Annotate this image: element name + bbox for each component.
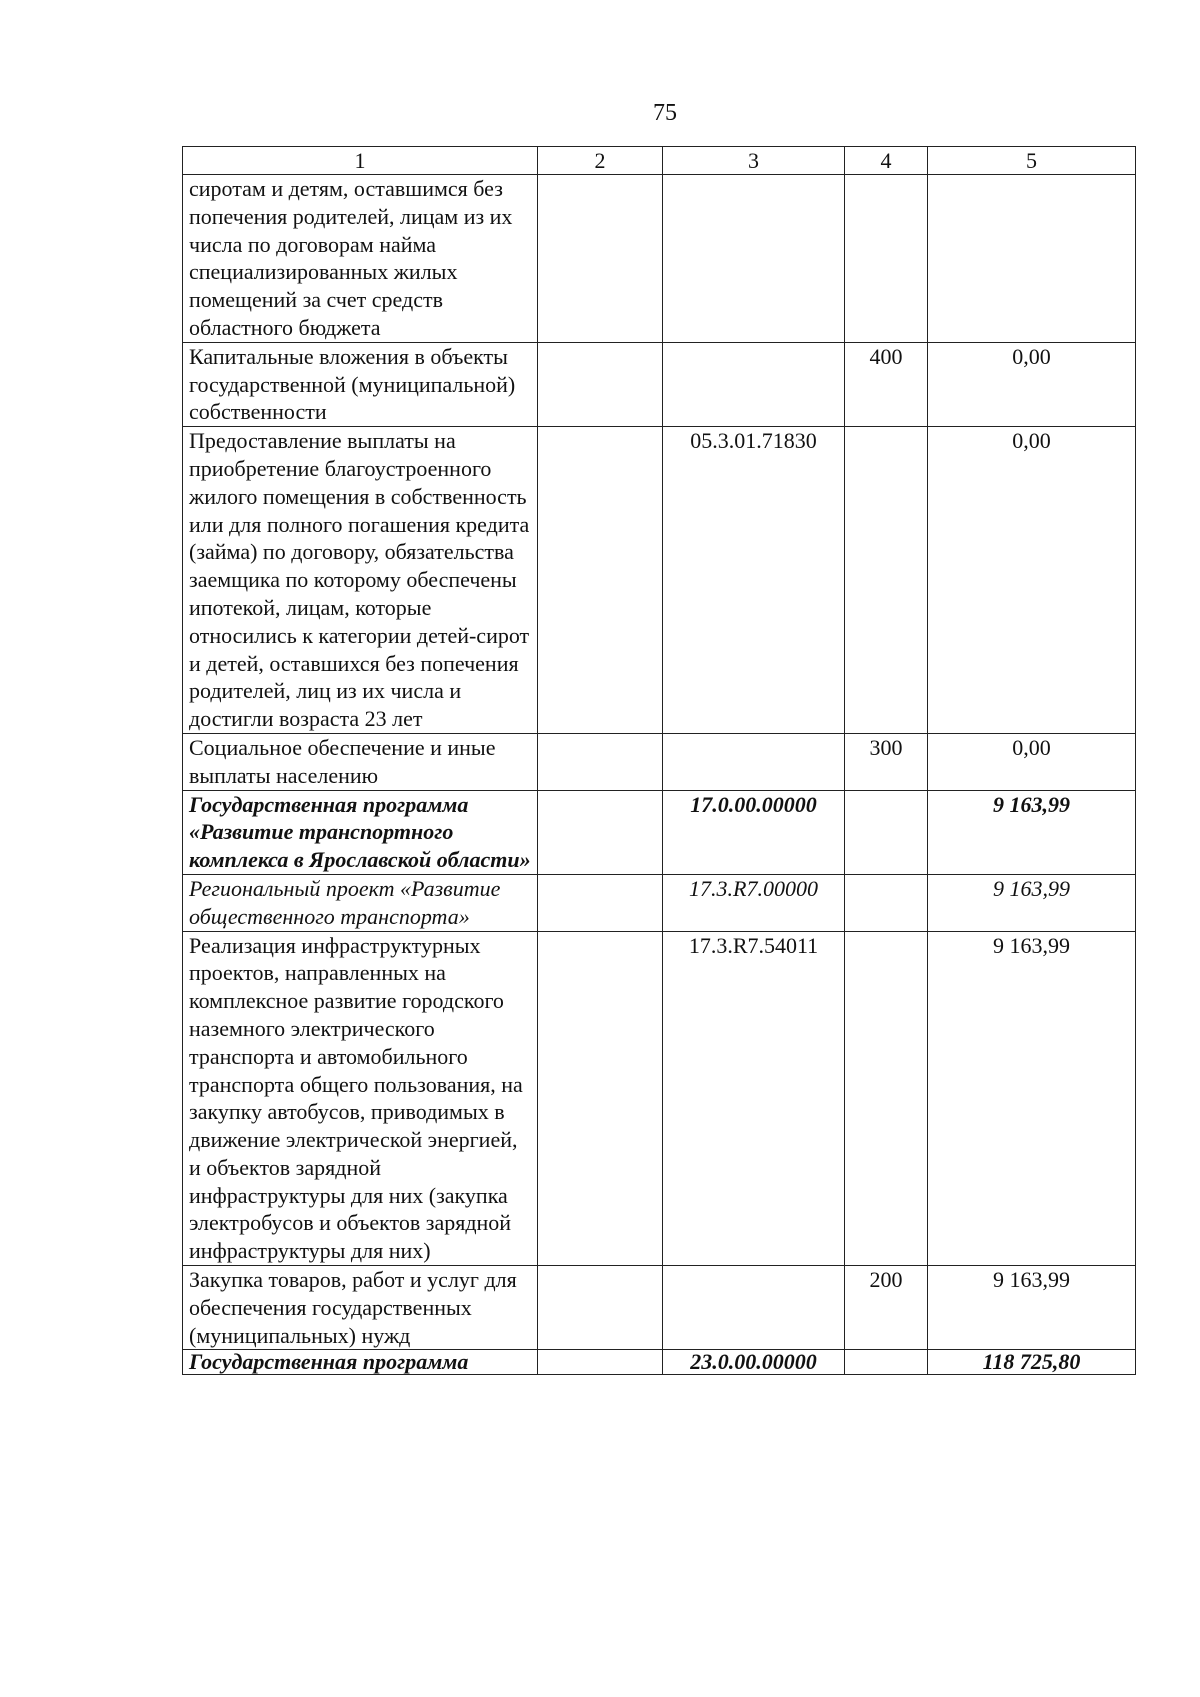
row-col2 <box>538 931 663 1266</box>
row-col2 <box>538 175 663 343</box>
row-name: Реализация инфраструктурных проектов, направленных на комплексное развитие городского наземного электрического транспорта и автомобильного транспорта общего пользования, на закупку автобусов, приводимых в движение электрической энергией, и объектов зарядной инфраструктуры для них (закупка электробусов и объектов зарядной инфраструктуры для них) <box>183 931 538 1266</box>
row-name: сиротам и детям, оставшимся без попечения родителей, лицам из их числа по договорам найма специализированных жилых помещений за счет средств областного бюджета <box>183 175 538 343</box>
row-name: Предоставление выплаты на приобретение благоустроенного жилого помещения в собственность или для полного погашения кредита (займа) по договору, обязательства заемщика по которому обеспечены ипотекой, лицам, которые относились к категории детей-сирот и детей, оставшихся без попечения родителей, лиц из их числа и достигли возраста 23 лет <box>183 427 538 734</box>
header-col-5: 5 <box>928 147 1136 175</box>
row-code <box>663 1266 845 1350</box>
table-row-program <box>183 790 1136 874</box>
header-col-3: 3 <box>663 147 845 175</box>
table-row <box>183 342 1136 426</box>
row-code <box>663 175 845 343</box>
row-col2 <box>538 427 663 734</box>
row-col2 <box>538 342 663 426</box>
row-kvr: 300 <box>845 733 928 790</box>
row-name: Капитальные вложения в объекты государственной (муниципальной) собственности <box>183 342 538 426</box>
row-sum <box>928 175 1136 343</box>
row-code: 05.3.01.71830 <box>663 427 845 734</box>
row-kvr: 400 <box>845 342 928 426</box>
row-kvr <box>845 427 928 734</box>
row-code: 17.3.R7.54011 <box>663 931 845 1266</box>
row-col2 <box>538 790 663 874</box>
row-kvr: 200 <box>845 1266 928 1350</box>
header-col-1: 1 <box>183 147 538 175</box>
table-row <box>183 733 1136 790</box>
row-code: 17.0.00.00000 <box>663 790 845 874</box>
row-name: Государственная программа <box>183 1350 538 1375</box>
row-name: Региональный проект «Развитие общественного транспорта» <box>183 874 538 931</box>
table-row <box>183 427 1136 734</box>
row-sum: 9 163,99 <box>928 790 1136 874</box>
table-row <box>183 175 1136 343</box>
row-kvr <box>845 790 928 874</box>
row-col2 <box>538 733 663 790</box>
table-row <box>183 931 1136 1266</box>
row-sum: 9 163,99 <box>928 874 1136 931</box>
row-col2 <box>538 1350 663 1375</box>
table-row-program <box>183 1350 1136 1375</box>
row-sum: 0,00 <box>928 342 1136 426</box>
row-sum: 118 725,80 <box>928 1350 1136 1375</box>
row-col2 <box>538 1266 663 1350</box>
row-code: 17.3.R7.00000 <box>663 874 845 931</box>
row-sum: 0,00 <box>928 427 1136 734</box>
row-sum: 0,00 <box>928 733 1136 790</box>
page-number: 75 <box>653 100 677 126</box>
table-row-project <box>183 874 1136 931</box>
table-row <box>183 1266 1136 1350</box>
row-sum: 9 163,99 <box>928 1266 1136 1350</box>
budget-table <box>182 146 1136 1375</box>
row-kvr <box>845 1350 928 1375</box>
table-header-row <box>183 147 1136 175</box>
row-kvr <box>845 175 928 343</box>
row-code <box>663 733 845 790</box>
row-code <box>663 342 845 426</box>
row-name: Закупка товаров, работ и услуг для обеспечения государственных (муниципальных) нужд <box>183 1266 538 1350</box>
row-code: 23.0.00.00000 <box>663 1350 845 1375</box>
row-name: Социальное обеспечение и иные выплаты населению <box>183 733 538 790</box>
row-kvr <box>845 874 928 931</box>
row-name: Государственная программа «Развитие транспортного комплекса в Ярославской области» <box>183 790 538 874</box>
header-col-2: 2 <box>538 147 663 175</box>
row-sum: 9 163,99 <box>928 931 1136 1266</box>
row-col2 <box>538 874 663 931</box>
row-kvr <box>845 931 928 1266</box>
header-col-4: 4 <box>845 147 928 175</box>
